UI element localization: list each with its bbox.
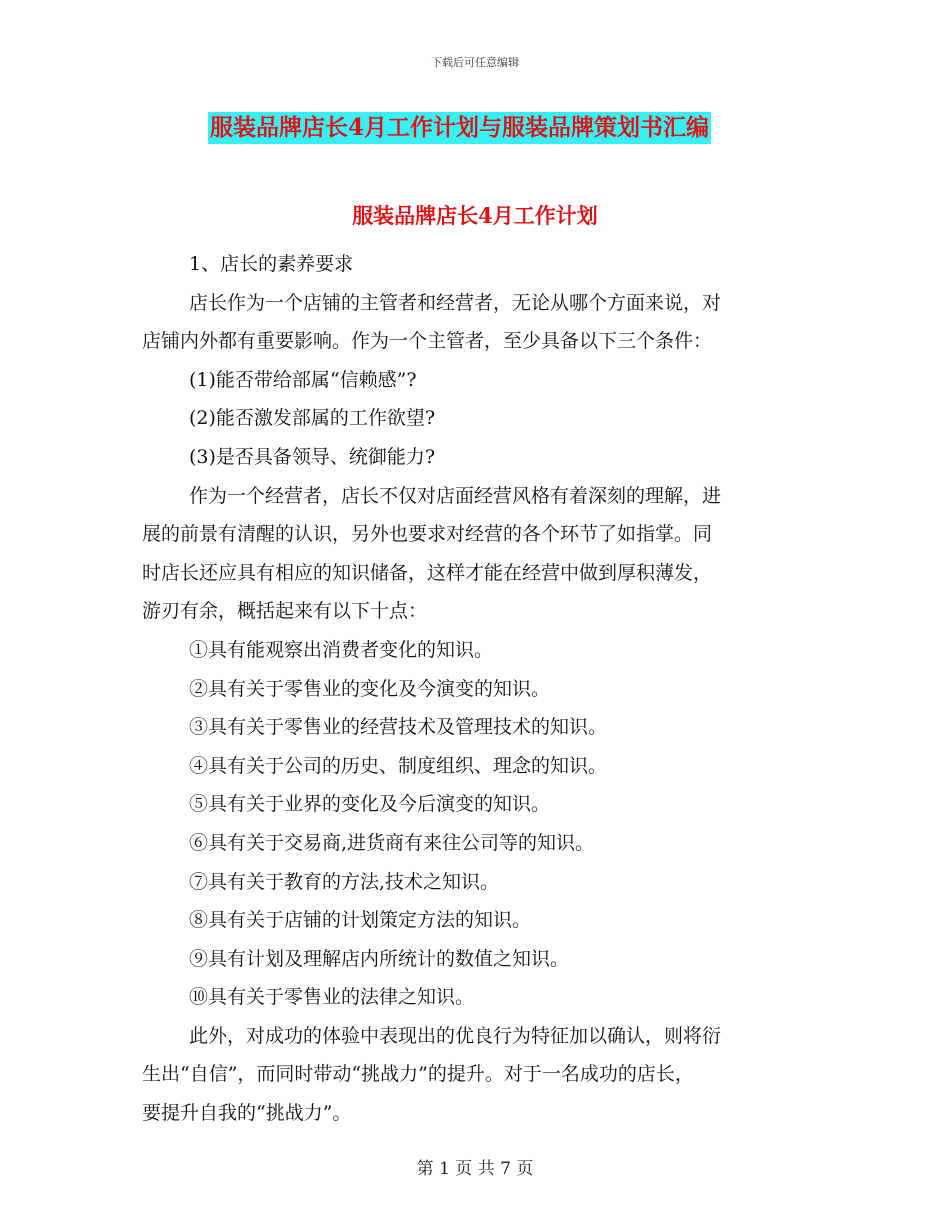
document-title: 服装品牌店长4月工作计划与服装品牌策划书汇编 xyxy=(208,112,711,144)
document-body xyxy=(142,245,802,1133)
paragraph-line: 店铺内外都有重要影响。作为一个主管者，至少具备以下三个条件： xyxy=(142,330,713,353)
list-item: ⑩具有关于零售业的法律之知识。 xyxy=(189,986,475,1009)
list-item: ⑦具有关于教育的方法,技术之知识。 xyxy=(189,870,500,893)
paragraph-line: 店长作为一个店铺的主管者和经营者，无论从哪个方面来说，对 xyxy=(189,291,722,314)
paragraph-line: 时店长还应具有相应的知识储备，这样才能在经营中做到厚积薄发， xyxy=(142,561,713,584)
paragraph-line: 游刃有余，概括起来有以下十点： xyxy=(142,600,428,623)
page-header-note: 下载后可任意编辑 xyxy=(431,56,519,69)
list-item: ③具有关于零售业的经营技术及管理技术的知识。 xyxy=(189,716,608,739)
list-item: ⑥具有关于交易商,进货商有来往公司等的知识。 xyxy=(189,831,595,854)
page-number-footer: 第 1 页 共 7 页 xyxy=(416,1159,534,1179)
paragraph-line: 生出“自信”，而同时带动“挑战力”的提升。对于一名成功的店长， xyxy=(142,1063,694,1086)
list-item: ⑨具有计划及理解店内所统计的数值之知识。 xyxy=(189,947,570,970)
list-item: ①具有能观察出消费者变化的知识。 xyxy=(189,638,494,661)
section-title: 服装品牌店长4月工作计划 xyxy=(352,203,598,228)
list-item: ⑤具有关于业界的变化及今后演变的知识。 xyxy=(189,793,551,816)
paragraph-line: 作为一个经营者，店长不仅对店面经营风格有着深刻的理解，进 xyxy=(189,484,722,507)
paragraph-line: 要提升自我的“挑战力”。 xyxy=(142,1102,352,1125)
list-item: (1)能否带给部属“信赖感”? xyxy=(189,368,417,391)
list-item: (3)是否具备领导、统御能力? xyxy=(189,445,436,468)
paragraph-line: 此外，对成功的体验中表现出的优良行为特征加以确认，则将衍 xyxy=(189,1024,722,1047)
list-item: ⑧具有关于店铺的计划策定方法的知识。 xyxy=(189,909,532,932)
list-item: ②具有关于零售业的变化及今演变的知识。 xyxy=(189,677,551,700)
list-item: (2)能否激发部属的工作欲望? xyxy=(189,407,436,430)
paragraph-line: 展的前景有清醒的认识，另外也要求对经营的各个环节了如指掌。同 xyxy=(142,523,713,546)
heading-line: 1、店长的素养要求 xyxy=(189,253,354,275)
list-item: ④具有关于公司的历史、制度组织、理念的知识。 xyxy=(189,754,608,777)
